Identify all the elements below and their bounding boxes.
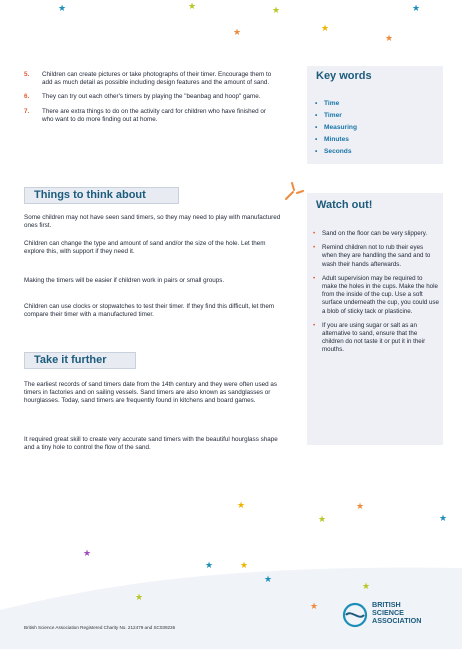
things-paragraph: Making the timers will be easier if children work in pairs or small groups. — [24, 277, 225, 284]
keyword-text: Time — [324, 100, 340, 107]
star-icon: ★ — [356, 501, 365, 511]
keyword-item: • Measuring — [315, 124, 357, 131]
star-icon: ★ — [58, 3, 67, 13]
star-icon: ★ — [135, 592, 144, 602]
things-paragraph: Children can change the type and amount of sand and/or the size of the hole. Let them explore this, with support if they need it. — [24, 240, 266, 256]
watch-out-item: • Adult supervision may be required to make the holes in the cups. Make the hole from the inside of the cup. Use a soft surface underneath the cup, you could use a blob of sticky tack or plasticine. — [313, 274, 439, 315]
further-paragraph: The earliest records of sand timers date from the 14th century and they were often used as timers in factories and on sailing vessels. Sand timers are also known as sandglasses or hourglasses. Today, sand timers are frequently found in kitchens and board games. — [24, 381, 278, 405]
star-icon: ★ — [233, 27, 242, 37]
star-icon: ★ — [272, 5, 281, 15]
keyword-text: Measuring — [324, 124, 357, 131]
keyword-text: Minutes — [324, 136, 349, 143]
star-icon: ★ — [237, 500, 246, 510]
keyword-item: • Seconds — [315, 148, 352, 155]
star-icon: ★ — [310, 601, 319, 611]
exclamation-spark-icon — [283, 179, 305, 201]
step-item — [24, 108, 276, 124]
activity-steps — [24, 71, 276, 130]
keyword-text: Seconds — [324, 148, 352, 155]
step-item — [24, 71, 276, 87]
star-icon: ★ — [318, 514, 327, 524]
keyword-item: • Minutes — [315, 136, 349, 143]
watch-out-panel — [307, 193, 443, 445]
step-text: There are extra things to do on the activity card for children who have finished or who want to do more finding out at home. — [42, 107, 267, 123]
watch-out-item: • Remind children not to rub their eyes when they are handling the sand and to wash their hands afterwards. — [313, 244, 431, 268]
step-item — [24, 93, 276, 101]
bsa-logo-icon — [342, 600, 368, 630]
watch-out-text: If you are using sugar or salt as an alternative to sand, ensure that the children do not taste it or put it in their mouths. — [322, 321, 426, 354]
key-words-panel — [307, 66, 443, 164]
watch-out-item: • If you are using sugar or salt as an alternative to sand, ensure that the children do not taste it or put it in their mouths. — [313, 321, 426, 354]
step-number: 5. — [24, 71, 30, 78]
keyword-item: • Timer — [315, 112, 342, 119]
take-it-further-heading: Take it further — [24, 352, 136, 369]
step-text: Children can create pictures or take photographs of their timer. Encourage them to add as much detail as possible including design features and the amount of sand. — [42, 71, 272, 87]
star-icon: ★ — [321, 23, 330, 33]
watch-out-list — [313, 230, 439, 361]
star-icon: ★ — [412, 3, 421, 13]
watch-out-text: Sand on the floor can be very slippery. — [322, 230, 428, 237]
charity-footer: British Science Association Registered Charity No. 212479 and SC039236 — [24, 625, 176, 630]
step-number: 7. — [24, 107, 30, 115]
logo-line: BRITISH — [372, 600, 401, 609]
watch-out-title: Watch out! — [316, 199, 373, 211]
logo-line: SCIENCE — [372, 608, 404, 618]
step-text: They can try out each other's timers by playing the "beanbag and hoop" game. — [42, 93, 261, 101]
logo-line: ASSOCIATION — [372, 616, 422, 626]
star-icon: ★ — [385, 33, 394, 43]
keyword-text: Timer — [324, 112, 342, 119]
step-number: 6. — [24, 93, 30, 101]
star-icon: ★ — [264, 574, 273, 584]
further-paragraph: It required great skill to create very accurate sand timers with the beautiful hourglass shape and a tiny hole to control the flow of the sand. — [24, 436, 278, 452]
star-icon: ★ — [83, 548, 92, 558]
watch-out-text: Adult supervision may be required to make the holes in the cups. Make the hole from the inside of the cup. Use a soft surface underneath the cup, you could use a blob of sticky tack or plasticine. — [322, 274, 439, 315]
watch-out-text: Remind children not to rub their eyes when they are handling the sand and to wash their hands afterwards. — [322, 244, 431, 268]
star-icon: ★ — [362, 581, 371, 591]
watch-out-item: • Sand on the floor can be very slippery. — [313, 230, 428, 237]
star-icon: ★ — [439, 513, 448, 523]
key-words-list — [315, 98, 357, 158]
key-words-title: Key words — [316, 70, 372, 82]
bsa-logo-text — [372, 601, 421, 626]
things-paragraph: Some children may not have seen sand timers, so they may need to play with manufactured ones first. — [24, 214, 281, 230]
star-icon: ★ — [240, 560, 249, 570]
star-icon: ★ — [188, 1, 197, 11]
bsa-logo — [342, 600, 447, 630]
keyword-item: • Time — [315, 100, 340, 107]
things-to-think-about-heading: Things to think about — [24, 187, 179, 204]
things-paragraph: Children can use clocks or stopwatches to test their timer. If they find this difficult, let them compare their timer with a manufactured timer. — [24, 303, 275, 319]
star-icon: ★ — [205, 560, 214, 570]
